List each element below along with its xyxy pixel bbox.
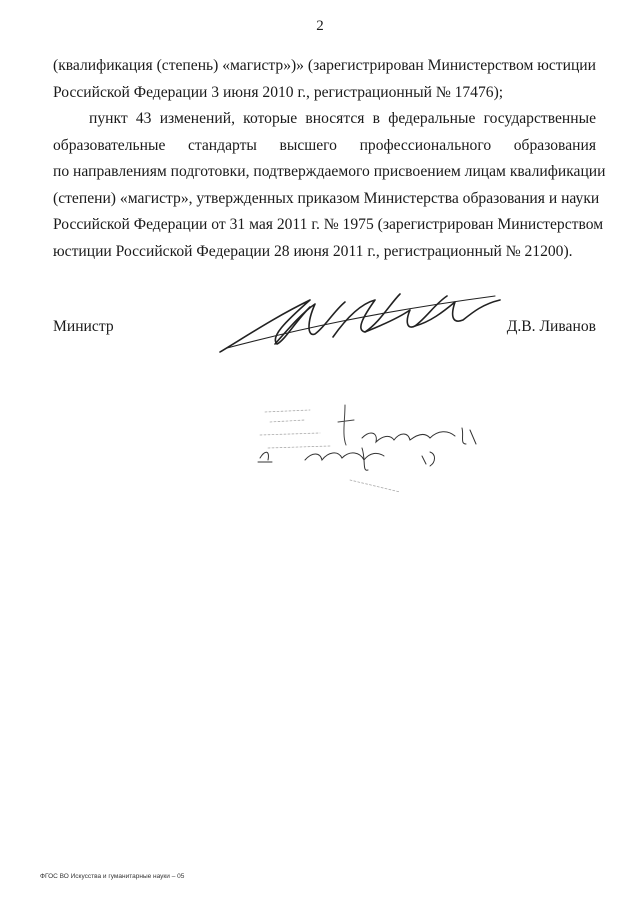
- paragraph-1: [53, 53, 596, 106]
- handwritten-signature: [215, 282, 505, 362]
- text-line: Российской Федерации 3 июня 2010 г., регистрационный № 17476);: [53, 83, 504, 101]
- handwritten-certification-mark: [250, 400, 490, 510]
- text-line: по направлениям подготовки, подтверждаемого присвоением лицам квалификации: [53, 163, 606, 180]
- footer-label: ФГОС ВО Искусства и гуманитарные науки – 05: [40, 873, 185, 880]
- text-line: юстиции Российской Федерации 28 июня 2011 г., регистрационный № 21200).: [53, 242, 573, 260]
- text-line: Российской Федерации от 31 мая 2011 г. № 1975 (зарегистрирован Министерством: [53, 216, 604, 233]
- text-line: (степени) «магистр», утвержденных приказом Министерства образования и науки: [53, 189, 600, 207]
- page-number: 2: [316, 18, 324, 34]
- text-line: пункт 43 изменений, которые вносятся в федеральные государственные: [89, 110, 596, 127]
- signatory-name: Д.В. Ливанов: [506, 318, 596, 335]
- text-line: образовательные стандарты высшего профессионального образования: [53, 136, 596, 154]
- text-line: (квалификация (степень) «магистр»)» (зарегистрирован Министерством юстиции: [53, 57, 596, 74]
- signatory-title: Министр: [53, 318, 114, 335]
- paragraph-2: [53, 106, 606, 265]
